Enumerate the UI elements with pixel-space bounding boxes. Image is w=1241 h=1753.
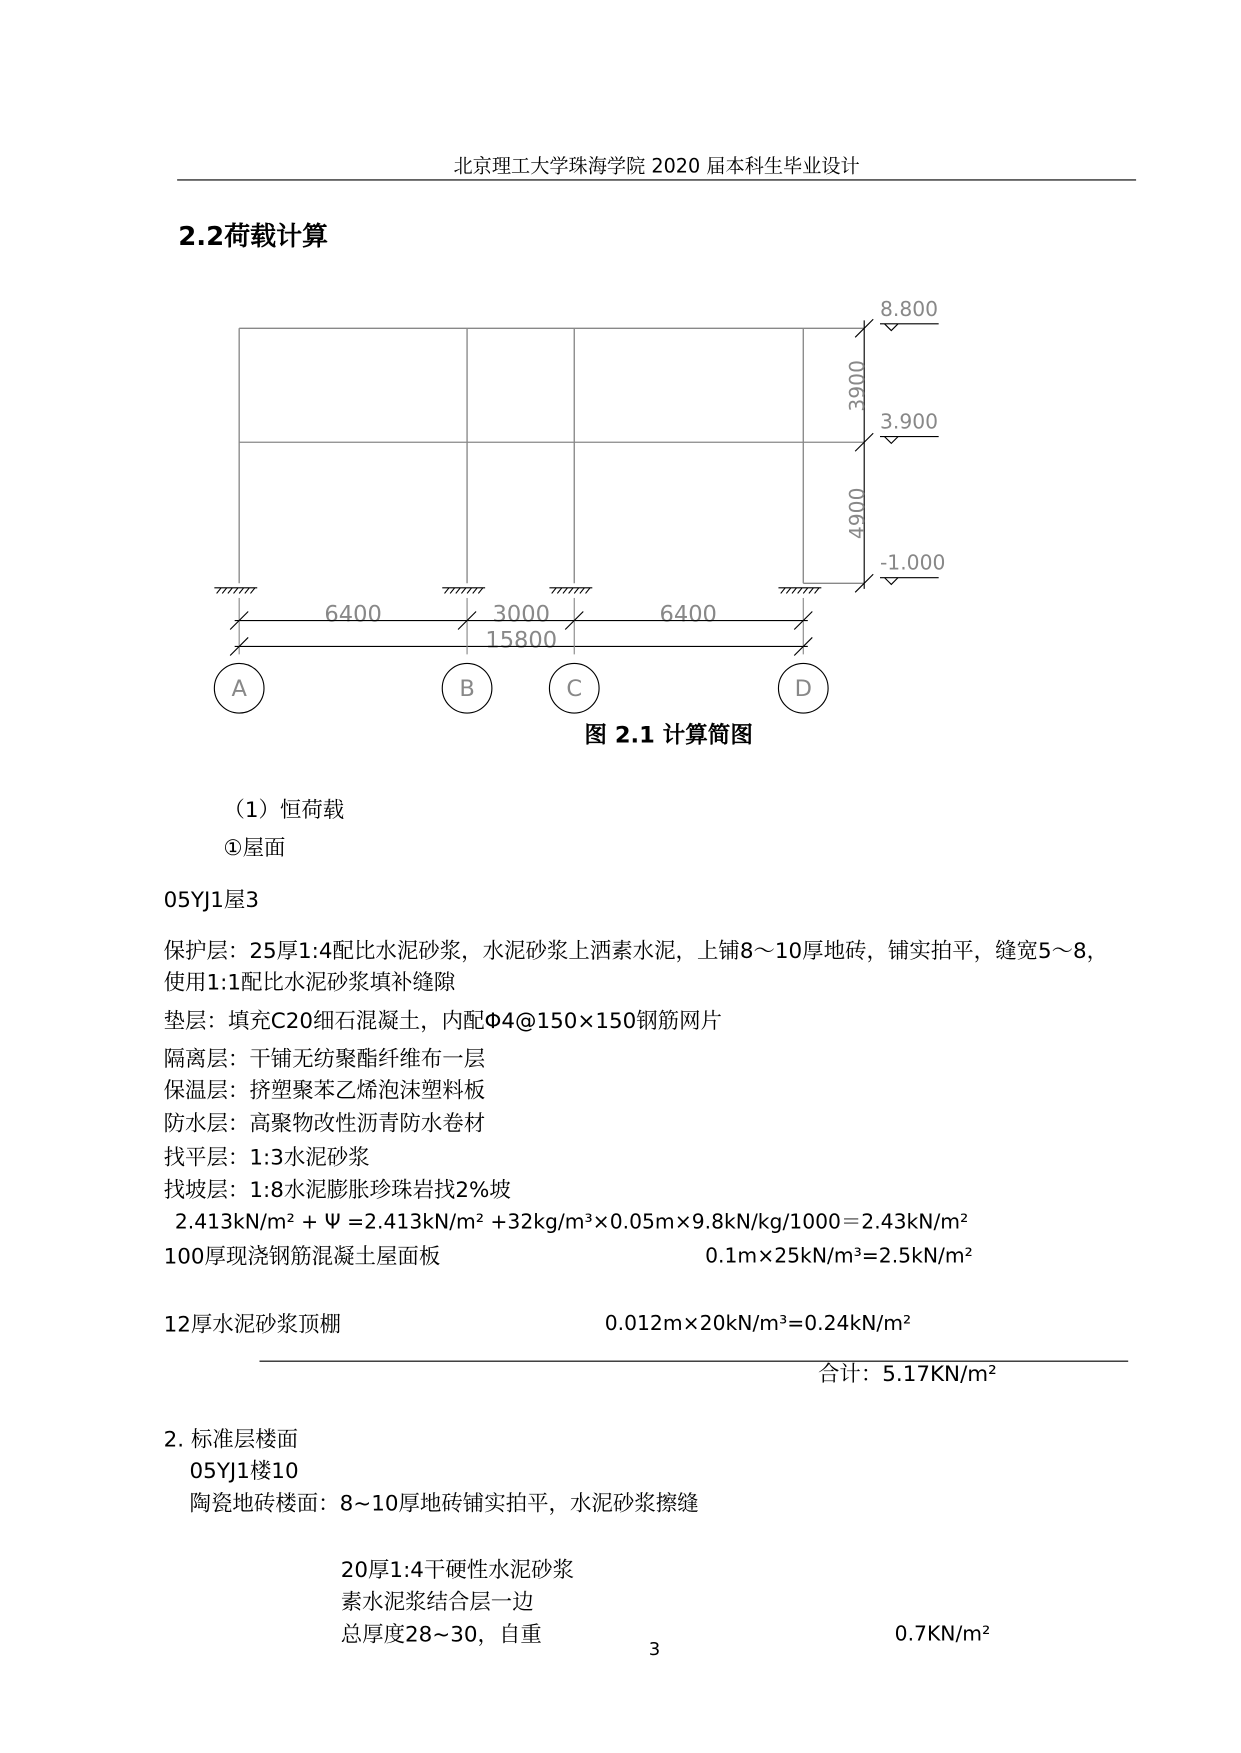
span-label: 6400 — [659, 601, 717, 628]
floor-title: 2. 标准层楼面 — [163, 1427, 299, 1452]
axis-label: C — [566, 676, 583, 703]
page-header: 北京理工大学珠海学院 2020 届本科生毕业设计 — [453, 155, 860, 179]
layer-line: 隔离层：干铺无纺聚酯纤维布一层 — [163, 1046, 486, 1072]
page-number: 3 — [648, 1638, 661, 1660]
ceiling-value: 0.012m×20kN/m³=0.24kN/m² — [604, 1312, 912, 1336]
slab-value: 0.1m×25kN/m³=2.5kN/m² — [705, 1244, 973, 1269]
story-height: 4900 — [845, 487, 870, 540]
layer-line: 使用1:1配比水泥砂浆填补缝隙 — [163, 970, 456, 996]
level-label: -1.000 — [879, 550, 946, 575]
dead-load-title: （1）恒荷载 — [223, 797, 345, 823]
floor-line: 20厚1:4干硬性水泥砂浆 — [340, 1558, 574, 1583]
frame-members — [239, 328, 864, 583]
total-span-label: 15800 — [485, 627, 558, 654]
ground-supports — [214, 588, 821, 594]
floor-value: 0.7KN/m² — [894, 1622, 991, 1647]
layer-line: 保护层：25厚1:4配比水泥砂浆，水泥砂浆上洒素水泥，上铺8～10厚地砖，铺实拍平，缝宽5～8， — [163, 938, 1109, 964]
floor-line: 总厚度28~30，自重 — [340, 1622, 542, 1648]
roof-code: 05YJ1屋3 — [163, 887, 260, 913]
slab-label: 100厚现浇钢筋混凝土屋面板 — [163, 1244, 441, 1270]
section-heading: 2.2荷载计算 — [178, 222, 329, 252]
layer-line: 找坡层：1:8水泥膨胀珍珠岩找2%坡 — [163, 1177, 511, 1203]
floor-desc: 陶瓷地砖楼面：8~10厚地砖铺实拍平，水泥砂浆擦缝 — [189, 1491, 699, 1517]
layer-line: 找平层：1:3水泥砂浆 — [163, 1145, 370, 1170]
axis-label: B — [459, 676, 475, 703]
roof-title: ①屋面 — [223, 835, 286, 861]
layer-line: 防水层：高聚物改性沥青防水卷材 — [163, 1111, 486, 1137]
level-label: 3.900 — [879, 409, 939, 434]
formula: 2.413kN/m² + Ψ =2.413kN/m² +32kg/m³×0.05m×9.8kN/kg/1000＝2.43kN/m² — [174, 1210, 969, 1235]
total-value: 合计：5.17KN/m² — [817, 1361, 997, 1387]
level-label: 8.800 — [879, 296, 939, 321]
floor-code: 05YJ1楼10 — [189, 1458, 299, 1484]
span-label: 3000 — [492, 601, 550, 628]
span-label: 6400 — [324, 601, 382, 628]
axis-label: D — [794, 676, 812, 703]
figure-caption: 图 2.1 计算简图 — [584, 720, 753, 748]
floor-line: 素水泥浆结合层一边 — [340, 1589, 534, 1615]
ceiling-label: 12厚水泥砂浆顶棚 — [163, 1312, 341, 1337]
frame-diagram — [0, 0, 1241, 790]
axis-bubbles — [214, 663, 828, 713]
axis-label: A — [231, 676, 247, 703]
layer-line: 垫层：填充C20细石混凝土，内配Φ4@150×150钢筋网片 — [163, 1008, 722, 1034]
story-height: 3900 — [845, 360, 870, 412]
sum-rule — [259, 1361, 1128, 1362]
layer-line: 保温层：挤塑聚苯乙烯泡沫塑料板 — [163, 1078, 486, 1104]
